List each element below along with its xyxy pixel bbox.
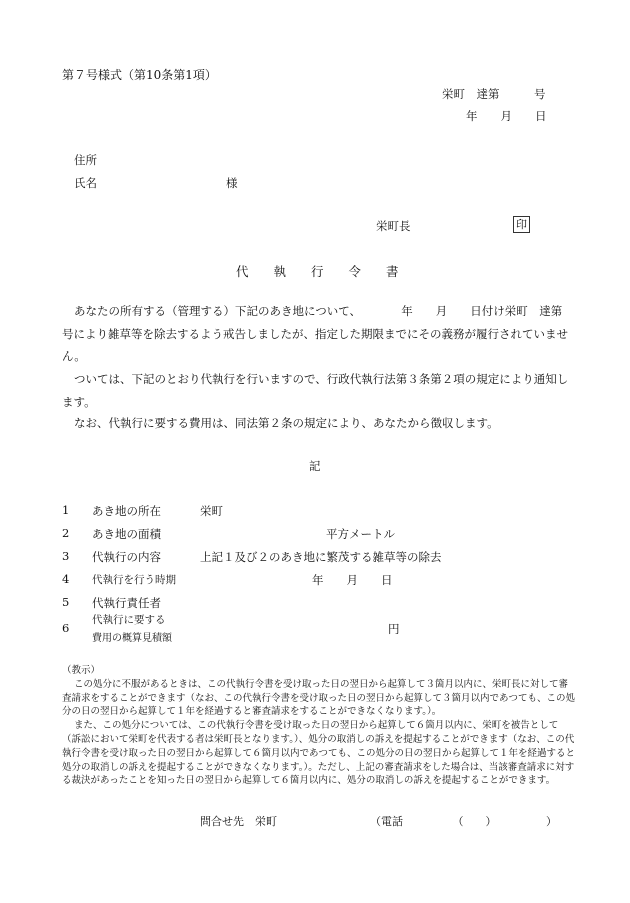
notes-heading: （教示） bbox=[62, 665, 101, 676]
item-timing bbox=[62, 572, 582, 592]
document-number: 栄町 達第 号 bbox=[442, 87, 546, 101]
document-title: 代 執 行 令 書 bbox=[236, 264, 399, 279]
honorific: 様 bbox=[226, 176, 238, 190]
notes-paragraph-2: また、この処分については、この代執行令書を受け取った日の翌日から起算して６箇月以内に、栄町を被告として（訴訟において栄町を代表する者は栄町長となります。）、処分の取消しの訴えを提起することができます（なお、この代執行令書を受け取った日の翌日から起算して６箇月以内であつても、この処分の日の翌日から起算して１年を経過すると処分の取消しの訴えを提起することができなくなります。）。ただし、上記の審査請求をした場合は、当該審査請求に対する裁決があったことを知った日の翌日から起算して６箇月以内に、処分の取消しの訴えを提起することができます。 bbox=[62, 720, 576, 787]
item-location bbox=[62, 503, 582, 523]
item-value: 平方メートル bbox=[326, 527, 395, 541]
item-label: 代執行の内容 bbox=[92, 550, 161, 564]
contact-phone: （電話 （ ） ） bbox=[370, 815, 557, 828]
instruction-notes bbox=[62, 664, 577, 788]
issue-date: 年 月 日 bbox=[466, 109, 547, 123]
contact-label: 問合せ先 栄町 bbox=[200, 815, 277, 828]
item-label-line2: 費用の概算見積額 bbox=[92, 633, 172, 644]
form-number: 第７号様式（第10条第1項） bbox=[62, 68, 217, 82]
item-area bbox=[62, 526, 582, 546]
item-number: 5 bbox=[62, 595, 70, 609]
item-number: 3 bbox=[62, 549, 70, 563]
item-number: 6 bbox=[62, 621, 70, 635]
item-number: 1 bbox=[62, 503, 70, 517]
item-cost bbox=[62, 612, 582, 646]
issuer-mayor: 栄町長 bbox=[376, 219, 411, 233]
item-value: 年 月 日 bbox=[312, 573, 393, 587]
seal-stamp: 印 bbox=[513, 216, 530, 233]
item-label: あき地の面積 bbox=[92, 527, 161, 541]
item-label: あき地の所在 bbox=[92, 504, 161, 518]
item-label: 代執行責任者 bbox=[92, 596, 161, 610]
item-content bbox=[62, 549, 582, 569]
name-label: 氏名 bbox=[74, 176, 97, 190]
item-value: 上記１及び２のあき地に繁茂する雑草等の除去 bbox=[200, 550, 442, 564]
body-paragraph-1: あなたの所有する（管理する）下記のあき地について、 年 月 日付け栄町 達第 号により雑草等を除去するよう戒告しましたが、指定した期限までにその義務が履行されていません。 bbox=[62, 304, 597, 363]
body-paragraph-3: なお、代執行に要する費用は、同法第２条の規定により、あなたから徴収します。 bbox=[74, 416, 499, 430]
item-label-line1: 代執行に要する bbox=[92, 614, 166, 626]
ki-heading: 記 bbox=[309, 459, 321, 473]
item-value: 栄町 bbox=[200, 504, 223, 518]
address-label: 住所 bbox=[74, 153, 97, 167]
item-number: 4 bbox=[62, 572, 70, 586]
body-paragraph-2: ついては、下記のとおり代執行を行いますので、行政代執行法第３条第２項の規定により通知します。 bbox=[62, 372, 569, 409]
item-number: 2 bbox=[62, 526, 70, 540]
item-label: 代執行を行う時期 bbox=[92, 574, 176, 586]
notes-paragraph-1: この処分に不服があるときは、この代執行令書を受け取った日の翌日から起算して３箇月以内に、栄町長に対して審査請求をすることができます（なお、この代執行令書を受け取った日の翌日から起算して３箇月以内であつても、この処分の日の翌日から起算して１年を経過すると審査請求をすることができなくなります。）。 bbox=[62, 678, 576, 718]
item-value: 円 bbox=[388, 622, 400, 636]
